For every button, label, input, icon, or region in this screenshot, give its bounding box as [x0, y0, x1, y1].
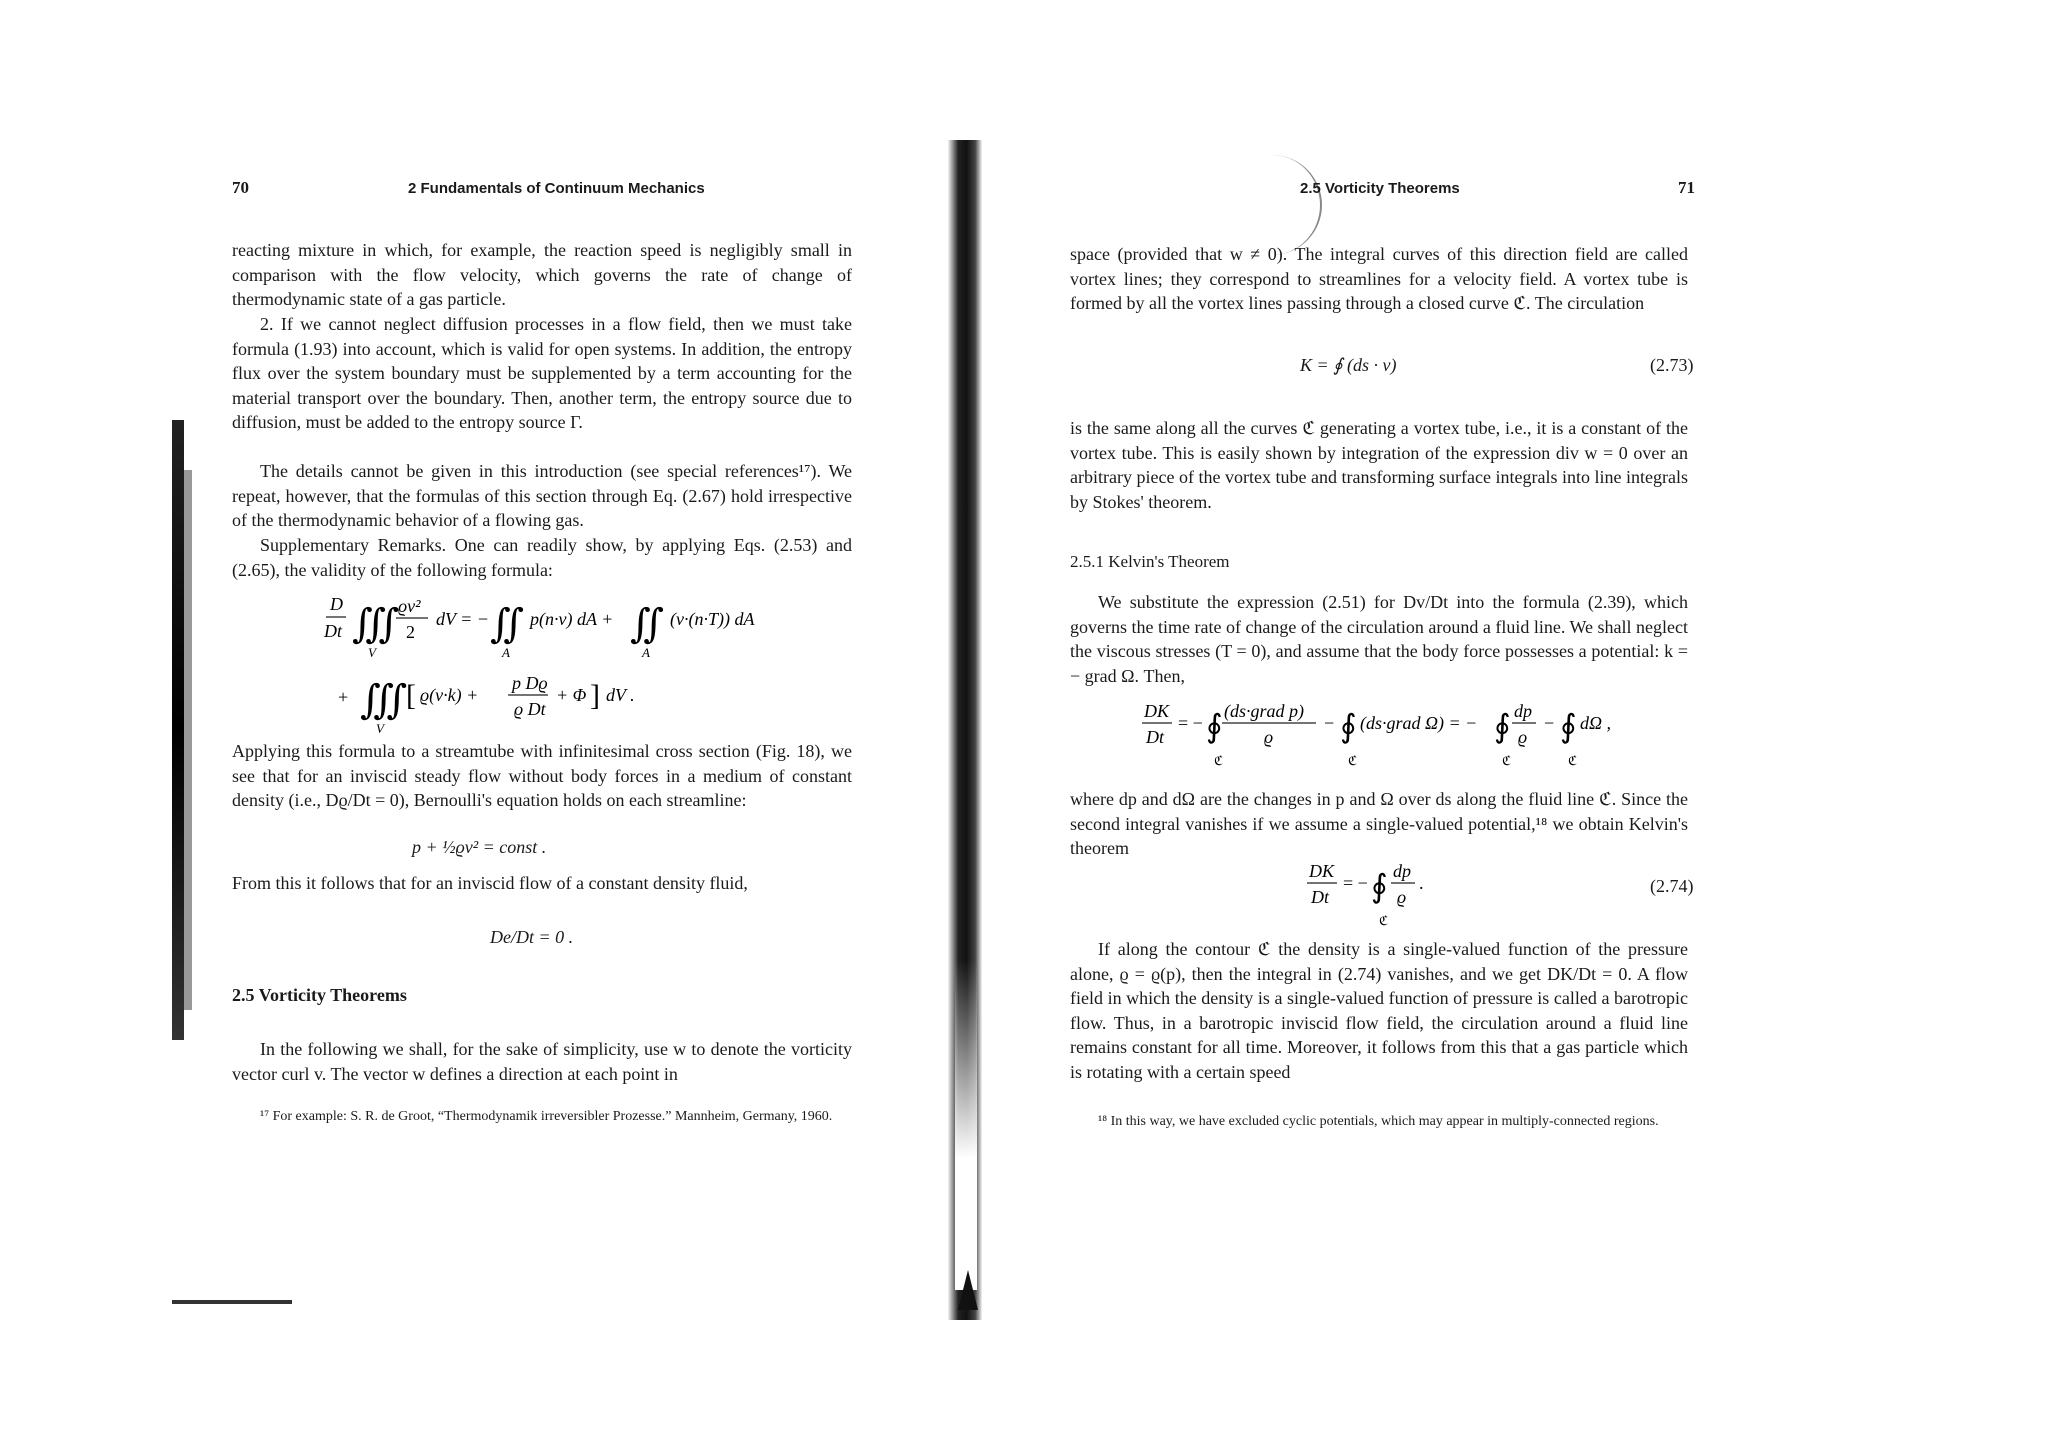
- section-heading: 2.5 Vorticity Theorems: [232, 985, 407, 1005]
- svg-text:ℭ: ℭ: [1379, 913, 1389, 928]
- svg-text:DK: DK: [1309, 861, 1335, 881]
- svg-text:dV = −: dV = −: [436, 609, 489, 629]
- svg-text:V: V: [368, 645, 376, 660]
- footnote: ¹⁸ In this way, we have excluded cyclic potentials, which may appear in multiply-connected regions.: [1098, 1114, 1659, 1129]
- svg-text:DK: DK: [1144, 701, 1170, 721]
- svg-text:dV .: dV .: [606, 685, 635, 705]
- paragraph: reacting mixture in which, for example, the reaction speed is negligibly small in comparison with the flow velocity, which governs the rate of change of thermodynamic state of a gas particle.: [232, 240, 852, 309]
- paragraph: is the same along all the curves ℭ generating a vortex tube, i.e., it is a constant of the vortex tube. This is easily shown by integration of the expression div w = 0 over an arbitrary piece of the vortex tube and transforming surface integrals into line integrals by Stokes' theorem.: [1070, 418, 1688, 512]
- svg-text:dp: dp: [1393, 861, 1411, 881]
- svg-text:.: .: [1419, 873, 1424, 893]
- right-page: [960, 0, 2048, 1447]
- svg-text:ϱ(v·k) +: ϱ(v·k) +: [420, 685, 479, 705]
- kelvin-theorem-equation: [1305, 855, 1505, 935]
- svg-text:(v·(n·T)) dA: (v·(n·T)) dA: [670, 609, 755, 629]
- svg-text:A: A: [642, 645, 650, 660]
- svg-text:ϱv²: ϱv²: [398, 596, 421, 616]
- paragraph: From this it follows that for an inviscid flow of a constant density fluid,: [232, 873, 748, 893]
- svg-text:p Dϱ: p Dϱ: [512, 673, 548, 693]
- svg-text:∮: ∮: [1560, 708, 1577, 744]
- paragraph: Applying this formula to a streamtube with infinitesimal cross section (Fig. 18), we see that for an inviscid steady flow without body forces in a medium of constant density (i.e., Dϱ/Dt = 0), Bernoulli's equation holds on each streamline:: [232, 741, 852, 810]
- paragraph: If along the contour ℭ the density is a single-valued function of the pressure alone, ϱ = ϱ(p), then the integral in (2.74) vanishes, and we get DK/Dt = 0. A flow field in which the density is a single-valued function of pressure is called a barotropic flow. Thus, in a barotropic inviscid flow field, the circulation around a fluid line remains constant for all time. Moreover, it follows from this that a gas particle which is rotating with a certain speed: [1070, 939, 1688, 1082]
- running-head: 2.5 Vorticity Theorems: [1300, 180, 1460, 197]
- energy-constant-equation: De/Dt = 0 .: [490, 927, 574, 947]
- svg-text:A: A: [502, 645, 510, 660]
- svg-text:ϱ Dt: ϱ Dt: [514, 699, 546, 719]
- svg-text:[: [: [406, 679, 416, 712]
- svg-text:∭: ∭: [352, 601, 400, 646]
- equation-number: (2.73): [1650, 355, 1694, 375]
- circulation-equation: K = ∮ (ds · v): [1300, 355, 1397, 375]
- left-page: [0, 0, 960, 1447]
- bernoulli-equation: p + ½ϱv² = const .: [412, 837, 547, 857]
- svg-text:dp: dp: [1514, 701, 1532, 721]
- svg-text:∮: ∮: [1340, 708, 1357, 744]
- svg-text:ℭ: ℭ: [1214, 753, 1224, 768]
- subsection-heading: 2.5.1 Kelvin's Theorem: [1070, 552, 1230, 571]
- paragraph: where dp and dΩ are the changes in p and Ω over ds along the fluid line ℭ. Since the second integral vanishes if we assume a single-valued potential,¹⁸ we obtain Kelvin's theorem: [1070, 789, 1688, 858]
- svg-text:= −: = −: [1343, 873, 1368, 893]
- svg-text:∬: ∬: [630, 601, 665, 646]
- svg-text:Dt: Dt: [324, 621, 342, 641]
- paragraph: space (provided that w ≠ 0). The integral curves of this direction field are called vortex lines; they correspond to streamlines for a velocity field. A vortex tube is formed by all the vortex lines passing through a closed curve ℭ. The circulation: [1070, 244, 1688, 313]
- svg-text:ϱ: ϱ: [1518, 727, 1528, 747]
- svg-text:p(n·v) dA +: p(n·v) dA +: [530, 609, 614, 629]
- svg-text:∮: ∮: [1371, 868, 1388, 904]
- paragraph: The details cannot be given in this introduction (see special references¹⁷). We repeat, however, that the formulas of this section through Eq. (2.67) hold irrespective of the thermodynamic behavior of a flowing gas.: [232, 461, 852, 530]
- svg-text:+ Φ: + Φ: [556, 685, 587, 705]
- paragraph: Supplementary Remarks. One can readily show, by applying Eqs. (2.53) and (2.65), the validity of the following formula:: [232, 535, 852, 580]
- paragraph: In the following we shall, for the sake of simplicity, use w to denote the vorticity vector curl v. The vector w defines a direction at each point in: [232, 1039, 852, 1084]
- energy-equation: [300, 585, 860, 735]
- paragraph: 2. If we cannot neglect diffusion processes in a flow field, then we must take formula (1.93) into account, which is valid for open systems. In addition, the entropy flux over the system boundary must be supplemented by a term accounting for the material transport over the boundary. Then, another term, the entropy source due to diffusion, must be added to the entropy source Γ.: [232, 314, 852, 432]
- svg-text:ℭ: ℭ: [1568, 753, 1578, 768]
- svg-text:ℭ: ℭ: [1502, 753, 1512, 768]
- svg-text:∮: ∮: [1494, 708, 1511, 744]
- svg-text:= −: = −: [1178, 713, 1203, 733]
- svg-text:∬: ∬: [490, 601, 525, 646]
- svg-text:dΩ ,: dΩ ,: [1580, 713, 1612, 733]
- svg-text:D: D: [330, 594, 343, 614]
- kelvin-derivation-equation: [1140, 695, 1660, 775]
- svg-text:+: +: [338, 687, 349, 707]
- svg-text:Dt: Dt: [1311, 887, 1329, 907]
- page-number: 70: [232, 178, 249, 197]
- svg-text:2: 2: [406, 622, 415, 642]
- svg-text:−: −: [1324, 713, 1335, 733]
- svg-text:(ds·grad p): (ds·grad p): [1224, 701, 1304, 721]
- svg-text:]: ]: [590, 679, 600, 712]
- equation-number: (2.74): [1650, 876, 1694, 896]
- svg-text:ϱ: ϱ: [1264, 727, 1274, 747]
- footnote: ¹⁷ For example: S. R. de Groot, “Thermodynamik irreversibler Prozesse.” Mannheim, Germany, 1960.: [260, 1109, 833, 1124]
- svg-text:ℭ: ℭ: [1348, 753, 1358, 768]
- svg-text:(ds·grad Ω) = −: (ds·grad Ω) = −: [1360, 713, 1478, 733]
- page-number: 71: [1678, 178, 1695, 197]
- svg-text:∮: ∮: [1206, 708, 1223, 744]
- paragraph: We substitute the expression (2.51) for Dv/Dt into the formula (2.39), which governs the time rate of change of the circulation around a fluid line. We shall neglect the viscous stresses (T = 0), and assume that the body force possesses a potential: k = − grad Ω. Then,: [1070, 592, 1688, 686]
- running-head: 2 Fundamentals of Continuum Mechanics: [408, 180, 705, 197]
- svg-text:∭: ∭: [360, 677, 408, 722]
- svg-text:Dt: Dt: [1146, 727, 1164, 747]
- svg-text:−: −: [1544, 713, 1555, 733]
- svg-text:V: V: [376, 721, 384, 735]
- svg-text:ϱ: ϱ: [1397, 887, 1407, 907]
